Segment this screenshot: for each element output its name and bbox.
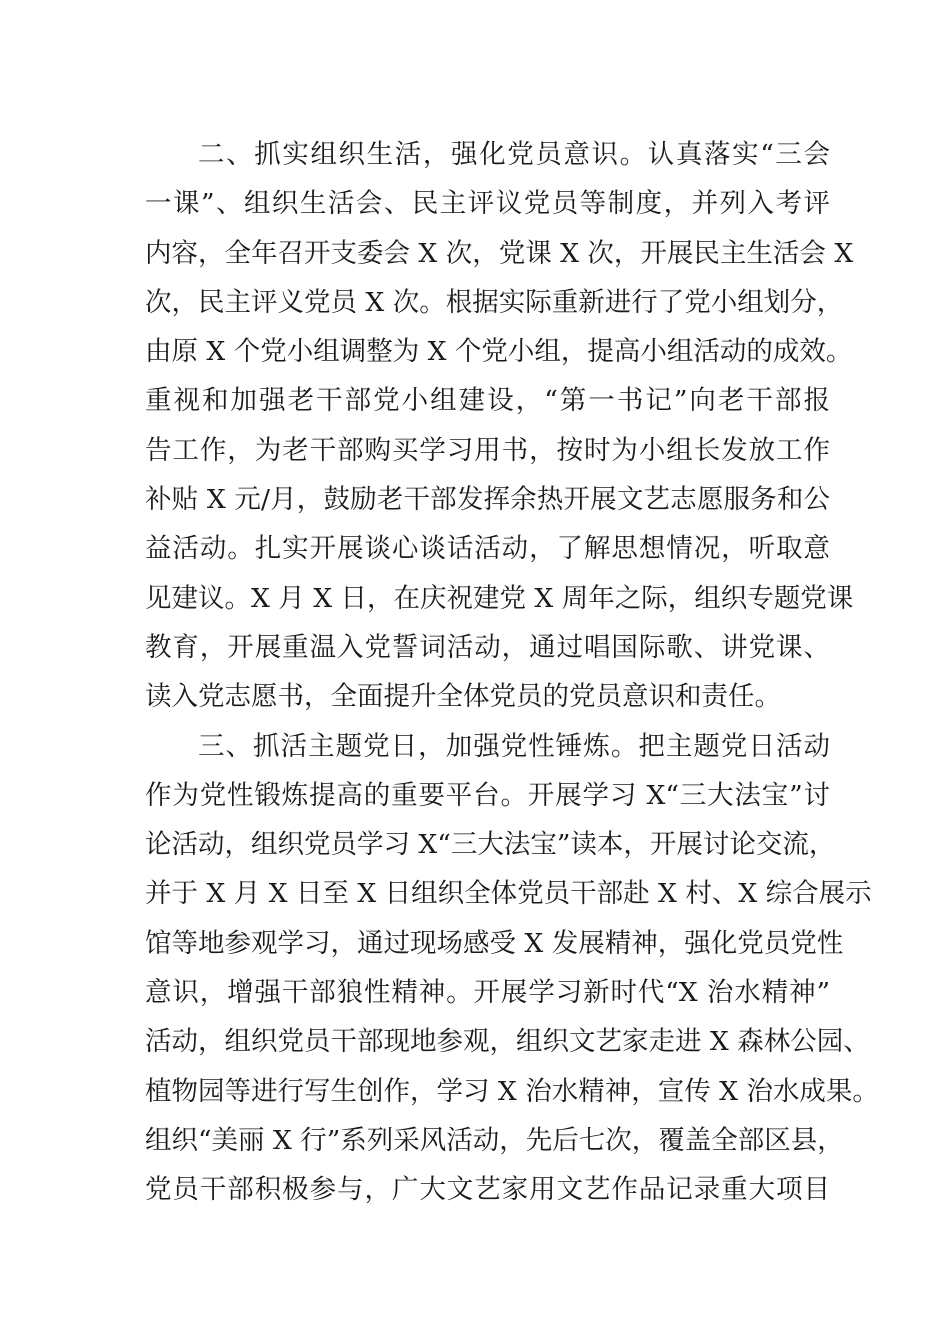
paragraph-line: 馆等地参观学习，通过现场感受 X 发展精神，强化党员党性 <box>145 927 844 959</box>
paragraph-line: 次，民主评义党员 X 次。根据实际重新进行了党小组划分， <box>145 286 844 318</box>
paragraph-line: 作为党性锻炼提高的重要平台。开展学习 X“三大法宝”讨 <box>145 779 830 811</box>
paragraph-line: 党员干部积极参与，广大文艺家用文艺作品记录重大项目 <box>145 1174 830 1206</box>
paragraph-organization-life <box>145 130 854 722</box>
paragraph-line: 告工作，为老干部购买学习用书，按时为小组长发放工作 <box>145 434 830 466</box>
paragraph-line: 意识，增强干部狼性精神。开展学习新时代“X 治水精神” <box>145 977 830 1009</box>
paragraph-line: 由原 X 个党小组调整为 X 个党小组，提高小组活动的成效。 <box>145 336 853 368</box>
document-body <box>145 130 879 1215</box>
paragraph-line: 活动，组织党员干部现地参观，组织文艺家走进 X 森林公园、 <box>145 1026 870 1058</box>
paragraph-line: 组织“美丽 X 行”系列采风活动，先后七次，覆盖全部区县， <box>145 1124 844 1156</box>
paragraph-line: 论活动，组织党员学习 X“三大法宝”读本，开展讨论交流， <box>145 829 836 861</box>
paragraph-line: 植物园等进行写生创作，学习 X 治水精神，宣传 X 治水成果。 <box>145 1075 879 1107</box>
paragraph-line: 并于 X 月 X 日至 X 日组织全体党员干部赴 X 村、X 综合展示 <box>145 878 872 910</box>
paragraph-theme-party-day <box>145 722 879 1215</box>
paragraph-line: 重视和加强老干部党小组建设，“第一书记”向老干部报 <box>145 385 830 417</box>
paragraph-line: 补贴 X 元/月，鼓励老干部发挥余热开展文艺志愿服务和公 <box>145 484 830 516</box>
paragraph-line-last: 读入党志愿书，全面提升全体党员的党员意识和责任。 <box>145 681 781 713</box>
paragraph-line: 教育，开展重温入党誓词活动，通过唱国际歌、讲党课、 <box>145 631 830 663</box>
paragraph-line: 内容，全年召开支委会 X 次，党课 X 次，开展民主生活会 X <box>145 237 854 269</box>
paragraph-line: 二、抓实组织生活，强化党员意识。认真落实“三会 <box>198 139 830 170</box>
paragraph-line: 见建议。X 月 X 日，在庆祝建党 X 周年之际，组织专题党课 <box>145 582 854 614</box>
paragraph-line: 益活动。扎实开展谈心谈话活动，了解思想情况，听取意 <box>145 533 830 565</box>
paragraph-line: 三、抓活主题党日，加强党性锤炼。把主题党日活动 <box>198 730 830 762</box>
paragraph-line: 一课”、组织生活会、民主评议党员等制度，并列入考评 <box>145 188 830 220</box>
